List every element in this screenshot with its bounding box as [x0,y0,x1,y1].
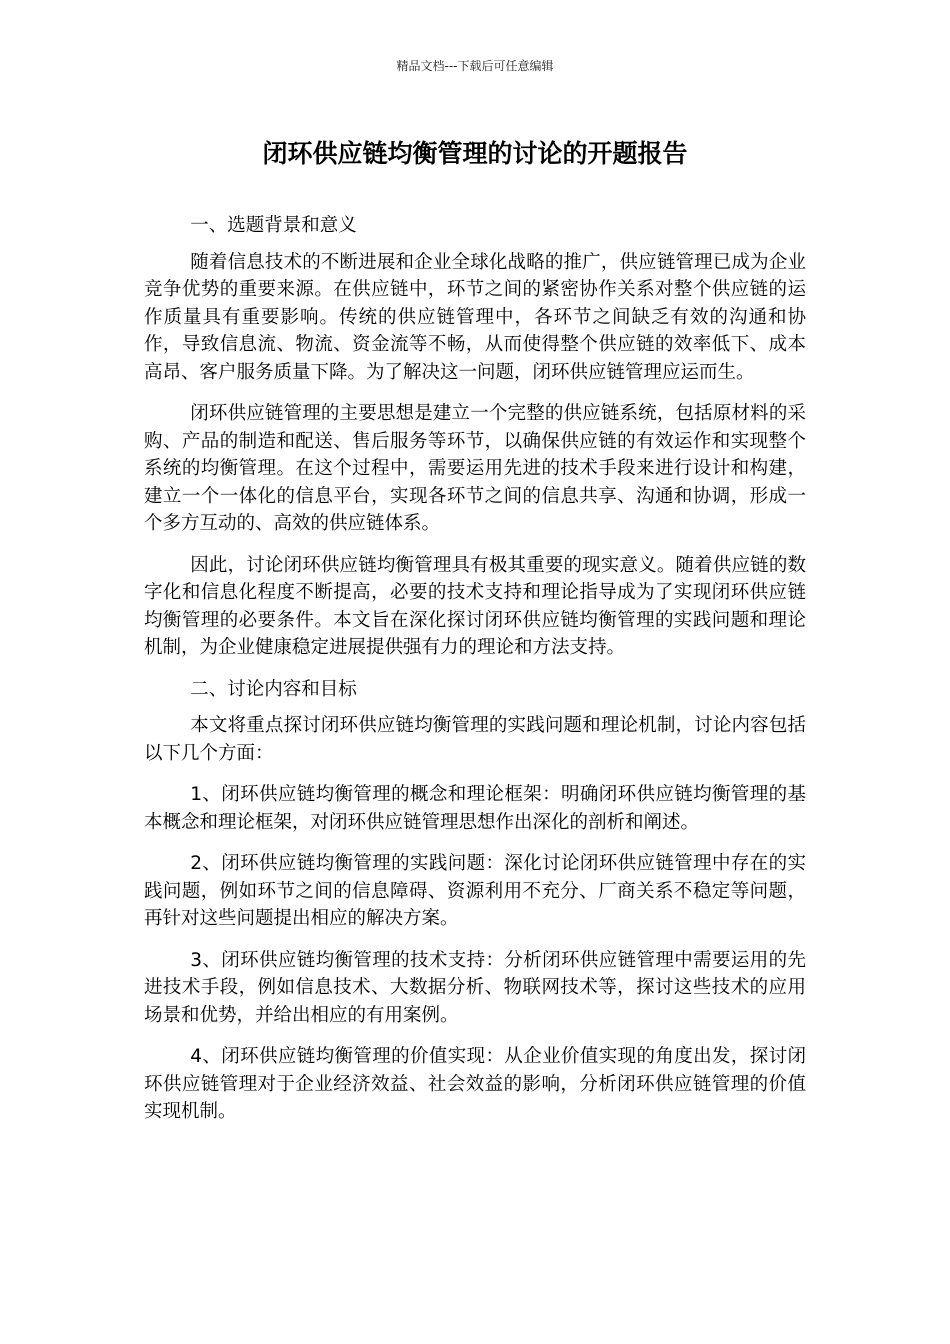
list-item-practical-issues: 2、闭环供应链均衡管理的实践问题：深化讨论闭环供应链管理中存在的实践问题，例如环节之间的信息障碍、资源利用不充分、厂商关系不稳定等问题，再针对这些问题提出相应的解决方案。 [144,853,806,929]
section-heading-background: 一、选题背景和意义 [190,215,357,236]
header-note: 精品文档---下载后可任意编辑 [396,59,554,73]
paragraph-background-2: 闭环供应链管理的主要思想是建立一个完整的供应链系统，包括原材料的采购、产品的制造和配送、售后服务等环节，以确保供应链的有效运作和实现整个系统的均衡管理。在这个过程中，需要运用先进的技术手段来进行设计和构建，建立一个一体化的信息平台，实现各环节之间的信息共享、沟通和协调，形成一个多方互动的、高效的供应链体系。 [144,403,806,534]
document-title: 闭环供应链均衡管理的讨论的开题报告 [262,139,688,168]
document-body [144,212,806,1140]
list-item-concept-framework: 1、闭环供应链均衡管理的概念和理论框架：明确闭环供应链均衡管理的基本概念和理论框架，对闭环供应链管理思想作出深化的剖析和阐述。 [144,784,806,833]
section-heading-content: 二、讨论内容和目标 [190,678,357,700]
paragraph-background-1: 随着信息技术的不断进展和企业全球化战略的推广，供应链管理已成为企业竞争优势的重要来源。在供应链中，环节之间的紧密协作关系对整个供应链的运作质量具有重要影响。传统的供应链管理中，各环节之间缺乏有效的沟通和协作，导致信息流、物流、资金流等不畅，从而使得整个供应链的效率低下、成本高昂、客户服务质量下降。为了解决这一问题，闭环供应链管理应运而生。 [144,251,806,383]
list-item-value-realization: 4、闭环供应链均衡管理的价值实现：从企业价值实现的角度出发，探讨闭环供应链管理对于企业经济效益、社会效益的影响，分析闭环供应链管理的价值实现机制。 [144,1046,806,1122]
paragraph-content-intro: 本文将重点探讨闭环供应链均衡管理的实践问题和理论机制，讨论内容包括以下几个方面： [144,715,806,764]
list-item-technical-support: 3、闭环供应链均衡管理的技术支持：分析闭环供应链管理中需要运用的先进技术手段，例如信息技术、大数据分析、物联网技术等，探讨这些技术的应用场景和优势，并给出相应的有用案例。 [144,949,806,1026]
paragraph-background-3: 因此，讨论闭环供应链均衡管理具有极其重要的现实意义。随着供应链的数字化和信息化程度不断提高，必要的技术支持和理论指导成为了实现闭环供应链均衡管理的必要条件。本文旨在深化探讨闭环供应链均衡管理的实践问题和理论机制，为企业健康稳定进展提供强有力的理论和方法支持。 [144,554,806,658]
